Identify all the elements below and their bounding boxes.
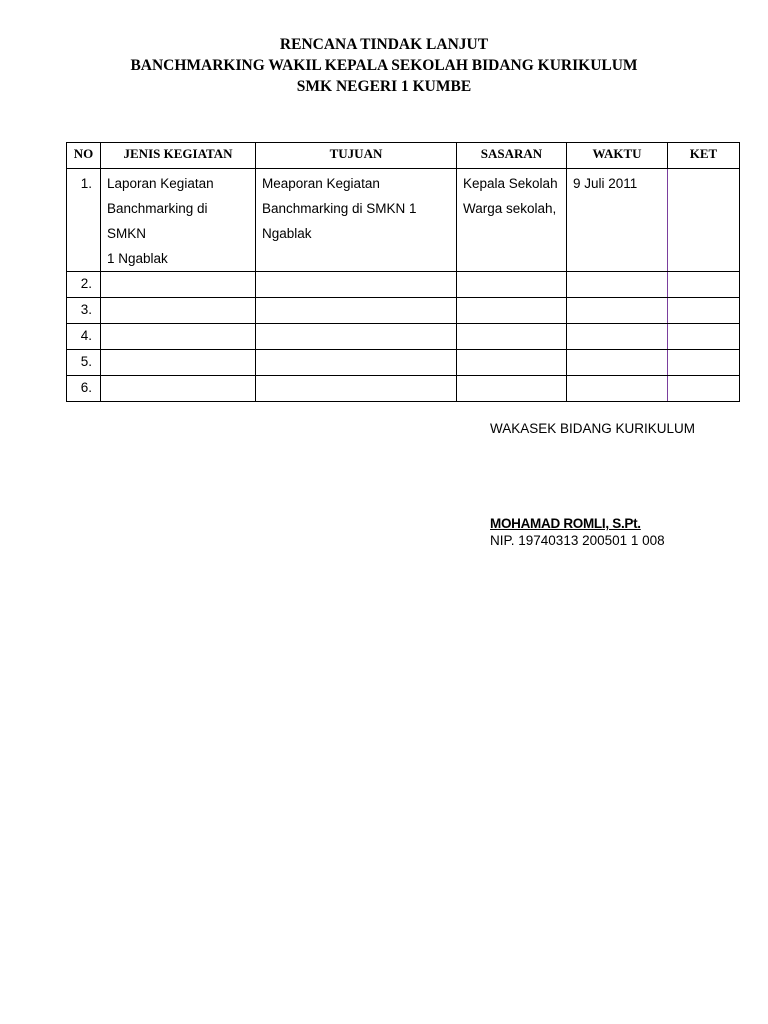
- cell-waktu: [567, 272, 668, 298]
- table-row: [67, 169, 740, 272]
- table-row: [67, 376, 740, 402]
- cell-sasaran: [457, 169, 567, 272]
- header-sasaran: SASARAN: [457, 143, 567, 169]
- document-title: RENCANA TINDAK LANJUT: [279, 36, 489, 53]
- cell-tujuan: [256, 376, 457, 402]
- cell-jenis-kegiatan: [101, 350, 256, 376]
- cell-sasaran: [457, 350, 567, 376]
- school-name: SMK NEGERI 1 KUMBE: [296, 78, 472, 95]
- table-row: [67, 298, 740, 324]
- tujuan-line: Meaporan Kegiatan: [262, 176, 380, 191]
- jenis-line: Laporan Kegiatan: [107, 176, 214, 191]
- header-ket: KET: [668, 143, 740, 169]
- cell-ket: [668, 272, 740, 298]
- cell-ket: [668, 376, 740, 402]
- header-no: NO: [67, 143, 101, 169]
- cell-jenis-kegiatan: [101, 169, 256, 272]
- header-tujuan: TUJUAN: [256, 143, 457, 169]
- cell-no: 5.: [67, 350, 101, 376]
- table-row: [67, 324, 740, 350]
- cell-tujuan: [256, 169, 457, 272]
- cell-waktu: [567, 324, 668, 350]
- cell-ket: [668, 324, 740, 350]
- cell-ket: [668, 350, 740, 376]
- jenis-line: 1 Ngablak: [107, 251, 168, 266]
- table-row: [67, 272, 740, 298]
- signature-role: WAKASEK BIDANG KURIKULUM: [490, 421, 696, 436]
- cell-jenis-kegiatan: [101, 272, 256, 298]
- cell-sasaran: [457, 324, 567, 350]
- cell-tujuan: [256, 324, 457, 350]
- cell-tujuan: [256, 350, 457, 376]
- cell-sasaran: [457, 376, 567, 402]
- cell-no: 3.: [67, 298, 101, 324]
- cell-ket: [668, 298, 740, 324]
- cell-tujuan: [256, 298, 457, 324]
- sasaran-line: Warga sekolah,: [463, 201, 557, 216]
- tujuan-line: Ngablak: [262, 226, 312, 241]
- header-jenis-kegiatan: JENIS KEGIATAN: [101, 143, 256, 169]
- cell-sasaran: [457, 298, 567, 324]
- cell-jenis-kegiatan: [101, 376, 256, 402]
- tujuan-line: Banchmarking di SMKN 1: [262, 201, 417, 216]
- cell-no: 6.: [67, 376, 101, 402]
- table-row: [67, 350, 740, 376]
- jenis-line: Banchmarking di SMKN: [107, 201, 208, 241]
- document-subtitle: BANCHMARKING WAKIL KEPALA SEKOLAH BIDANG KURIKULUM: [130, 57, 638, 74]
- action-plan-table: [66, 142, 740, 402]
- cell-waktu: [567, 350, 668, 376]
- cell-waktu: 9 Juli 2011: [567, 169, 668, 272]
- cell-no: 1.: [67, 169, 101, 272]
- cell-tujuan: [256, 272, 457, 298]
- cell-jenis-kegiatan: [101, 298, 256, 324]
- signature-nip: NIP. 19740313 200501 1 008: [490, 533, 665, 548]
- sasaran-line: Kepala Sekolah: [463, 176, 558, 191]
- cell-no: 2.: [67, 272, 101, 298]
- signature-name: MOHAMAD ROMLI, S.Pt.: [490, 516, 641, 531]
- cell-jenis-kegiatan: [101, 324, 256, 350]
- header-waktu: WAKTU: [567, 143, 668, 169]
- cell-ket: [668, 169, 740, 272]
- table-header-row: [67, 143, 740, 169]
- cell-waktu: [567, 298, 668, 324]
- cell-waktu: [567, 376, 668, 402]
- cell-no: 4.: [67, 324, 101, 350]
- cell-sasaran: [457, 272, 567, 298]
